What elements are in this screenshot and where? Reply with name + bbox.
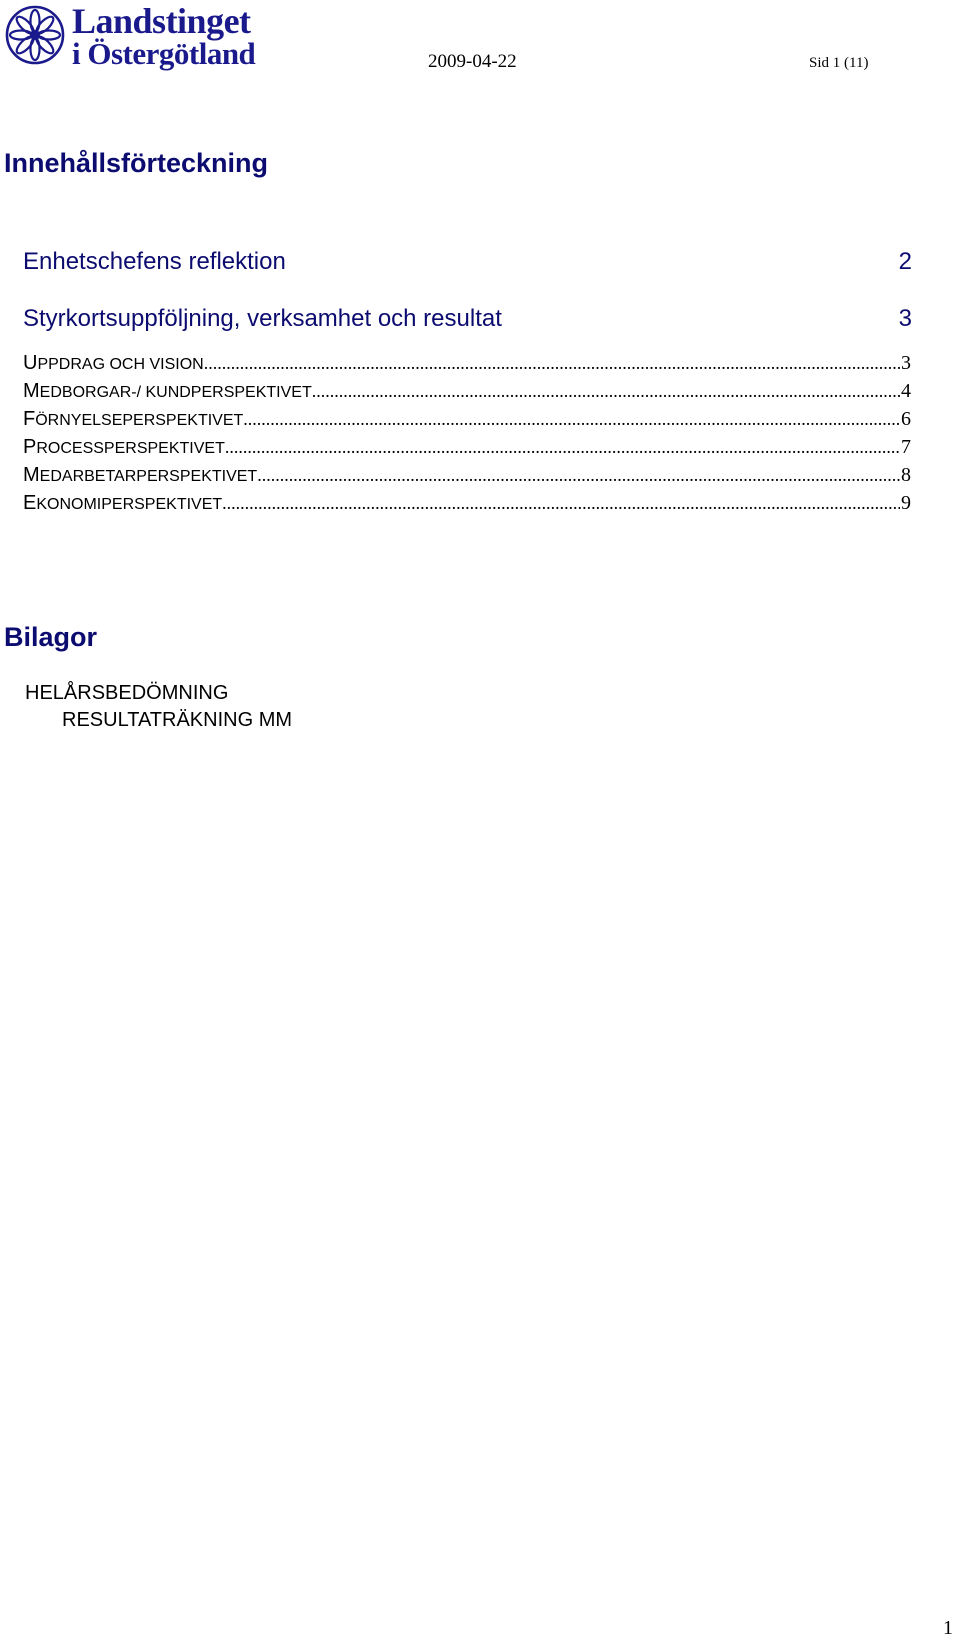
toc-entry-page: 7 [901,436,911,458]
toc-entry-label: MEDARBETARPERSPEKTIVET [23,464,258,486]
toc-leader-dots [243,409,900,430]
header-page-number: Sid 1 (11) [809,55,869,71]
toc-entry-label: FÖRNYELSEPERSPEKTIVET [23,408,244,430]
toc-entry-medborgar-kundperspektivet[interactable] [23,380,911,408]
toc-entry-medarbetarperspektivet[interactable] [23,464,911,492]
flower-emblem-icon [4,2,66,68]
logo-text-landstinget: Landstinget [72,1,251,41]
toc-title: Innehållsförteckning [4,148,269,178]
bilaga-helarsbedomning: HELÅRSBEDÖMNING [25,682,229,704]
logo-text-ostergotland: i Östergötland [72,36,256,71]
toc-leader-dots [204,353,900,374]
toc-entry-styrkortsuppfoljning[interactable] [23,305,912,333]
toc-entry-ekonomiperspektivet[interactable] [23,492,911,520]
toc-entry-page: 3 [901,352,911,374]
toc-entry-uppdrag-och-vision[interactable] [23,352,911,380]
toc-entry-label: UPPDRAG OCH VISION [23,352,204,374]
toc-leader-dots [222,493,900,514]
toc-entry-page: 6 [901,408,911,430]
toc-leader-dots [312,381,900,402]
landstinget-logo [4,2,276,72]
toc-entry-label: PROCESSPERSPEKTIVET [23,436,225,458]
header-date: 2009-04-22 [428,51,517,72]
bilaga-resultatrakning: RESULTATRÄKNING MM [62,709,293,731]
toc-entry-page: 3 [898,305,912,332]
toc-entry-label: EKONOMIPERSPEKTIVET [23,492,223,514]
toc-leader-dots [225,437,900,458]
footer-page-number: 1 [943,1617,953,1639]
toc-entry-page: 2 [898,248,912,275]
toc-entry-page: 9 [901,492,911,514]
toc-entry-label: MEDBORGAR-/ KUNDPERSPEKTIVET [23,380,312,402]
toc-entry-page: 4 [901,380,911,402]
toc-entry-label: Styrkortsuppföljning, verksamhet och resultat [23,305,502,332]
toc-entry-enhetschefens-reflektion[interactable] [23,248,912,276]
toc-entry-label: Enhetschefens reflektion [23,248,286,275]
toc-entry-processperspektivet[interactable] [23,436,911,464]
bilagor-title: Bilagor [4,622,98,652]
toc-leader-dots [257,465,900,486]
toc-entry-page: 8 [901,464,911,486]
toc-entry-fornyelseperspektivet[interactable] [23,408,911,436]
